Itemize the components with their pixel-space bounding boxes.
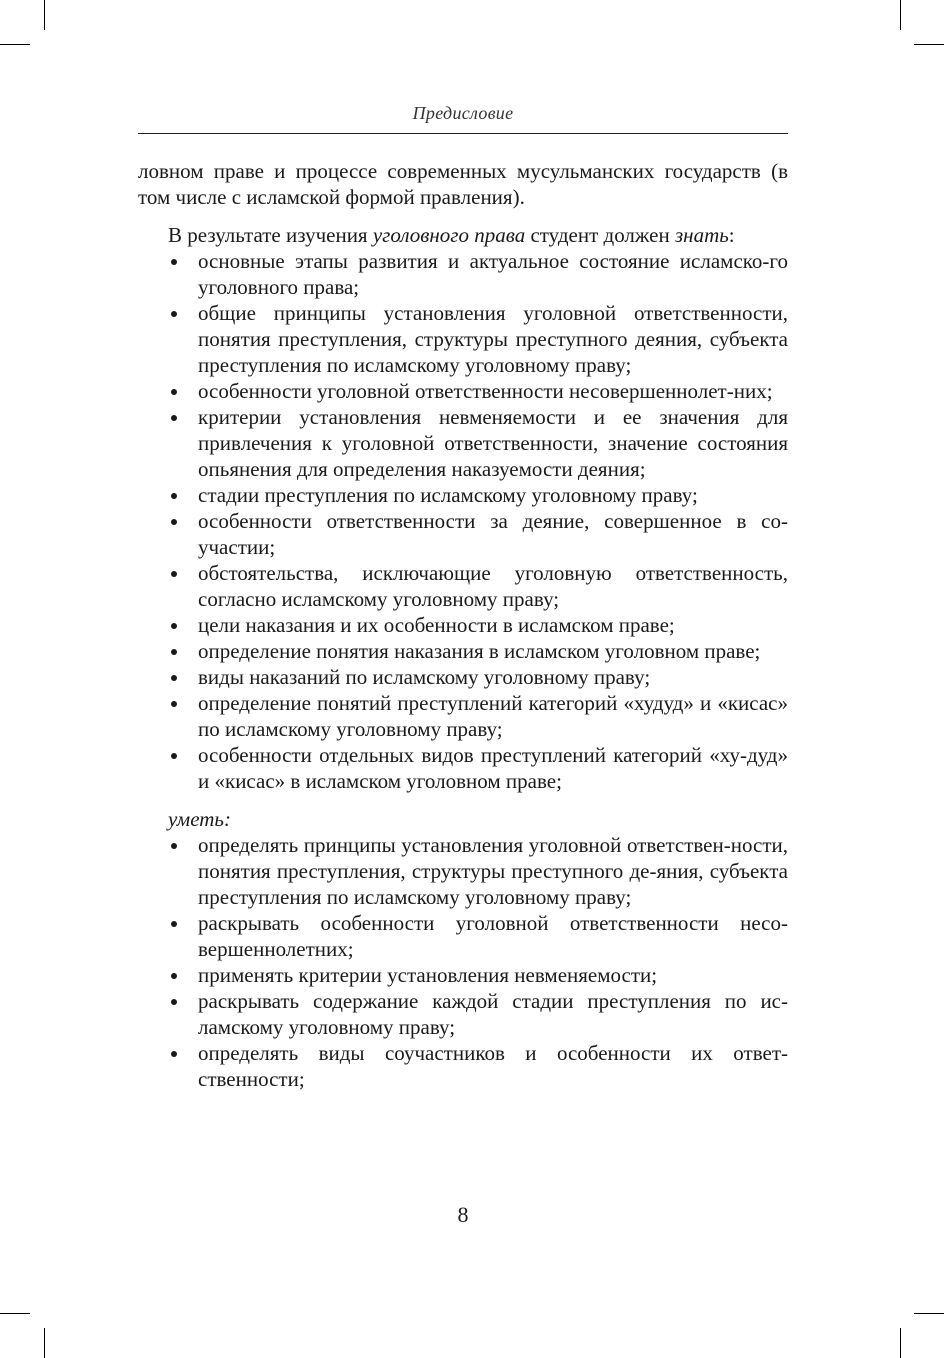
page-number: 8	[457, 1202, 469, 1227]
know-intro-verb: знать	[674, 223, 729, 247]
know-item: виды наказаний по исламскому уголовному праву;	[138, 664, 788, 690]
crop-mark-top-right	[900, 0, 901, 30]
crop-mark-bottom-right-h	[914, 1313, 944, 1314]
crop-mark-bottom-left-h	[0, 1313, 30, 1314]
running-head: Предисловие	[412, 103, 514, 123]
able-list	[138, 832, 788, 1092]
able-item: раскрывать особенности уголовной ответственности несо-вершеннолетних;	[138, 910, 788, 962]
paragraph-gap	[138, 794, 788, 806]
intro-continuation: ловном праве и процессе современных мусульманских государств (в том числе с исламской формой правления).	[138, 159, 788, 209]
running-head-rule	[138, 133, 788, 134]
know-item: основные этапы развития и актуальное состояние исламско-го уголовного права;	[138, 248, 788, 300]
know-item: общие принципы установления уголовной ответственности, понятия преступления, структуры преступного деяния, субъекта преступления по исламскому уголовному праву;	[138, 300, 788, 378]
know-intro-subject: уголовного права	[372, 223, 526, 247]
know-item: обстоятельства, исключающие уголовную ответственность, согласно исламскому уголовному праву;	[138, 560, 788, 612]
able-item: раскрывать содержание каждой стадии преступления по ис-ламскому уголовному праву;	[138, 988, 788, 1040]
know-item: особенности ответственности за деяние, совершенное в со-участии;	[138, 508, 788, 560]
know-intro-before: В результате изучения	[168, 223, 373, 247]
know-intro	[138, 222, 788, 248]
paragraph-gap	[138, 210, 788, 222]
know-item: критерии установления невменяемости и ее значения для привлечения к уголовной ответственности, значение состояния опьянения для определения наказуемости деяния;	[138, 404, 788, 482]
able-item: применять критерии установления невменяемости;	[138, 962, 788, 988]
body-text	[138, 158, 788, 1092]
know-intro-after: :	[728, 223, 735, 247]
know-item: особенности уголовной ответственности несовершеннолет-них;	[138, 378, 788, 404]
know-intro-middle: студент должен	[525, 223, 675, 247]
crop-mark-top-left-h	[0, 44, 30, 45]
know-item: особенности отдельных видов преступлений категорий «ху-дуд» и «кисас» в исламском уголовном праве;	[138, 742, 788, 794]
know-list	[138, 248, 788, 794]
crop-mark-top-right-h	[914, 44, 944, 45]
able-item: определять виды соучастников и особенности их ответ-ственности;	[138, 1040, 788, 1092]
able-label: уметь:	[168, 807, 231, 831]
crop-mark-bottom-left	[44, 1328, 45, 1358]
know-item: стадии преступления по исламскому уголовному праву;	[138, 482, 788, 508]
know-item: определение понятий преступлений категорий «худуд» и «кисас» по исламскому уголовному праву;	[138, 690, 788, 742]
know-item: определение понятия наказания в исламском уголовном праве;	[138, 638, 788, 664]
crop-mark-bottom-right	[900, 1328, 901, 1358]
know-item: цели наказания и их особенности в исламском праве;	[138, 612, 788, 638]
crop-mark-top-left	[44, 0, 45, 30]
able-item: определять принципы установления уголовной ответствен-ности, понятия преступления, структуры преступного де-яния, субъекта преступления по исламскому уголовному праву;	[138, 832, 788, 910]
